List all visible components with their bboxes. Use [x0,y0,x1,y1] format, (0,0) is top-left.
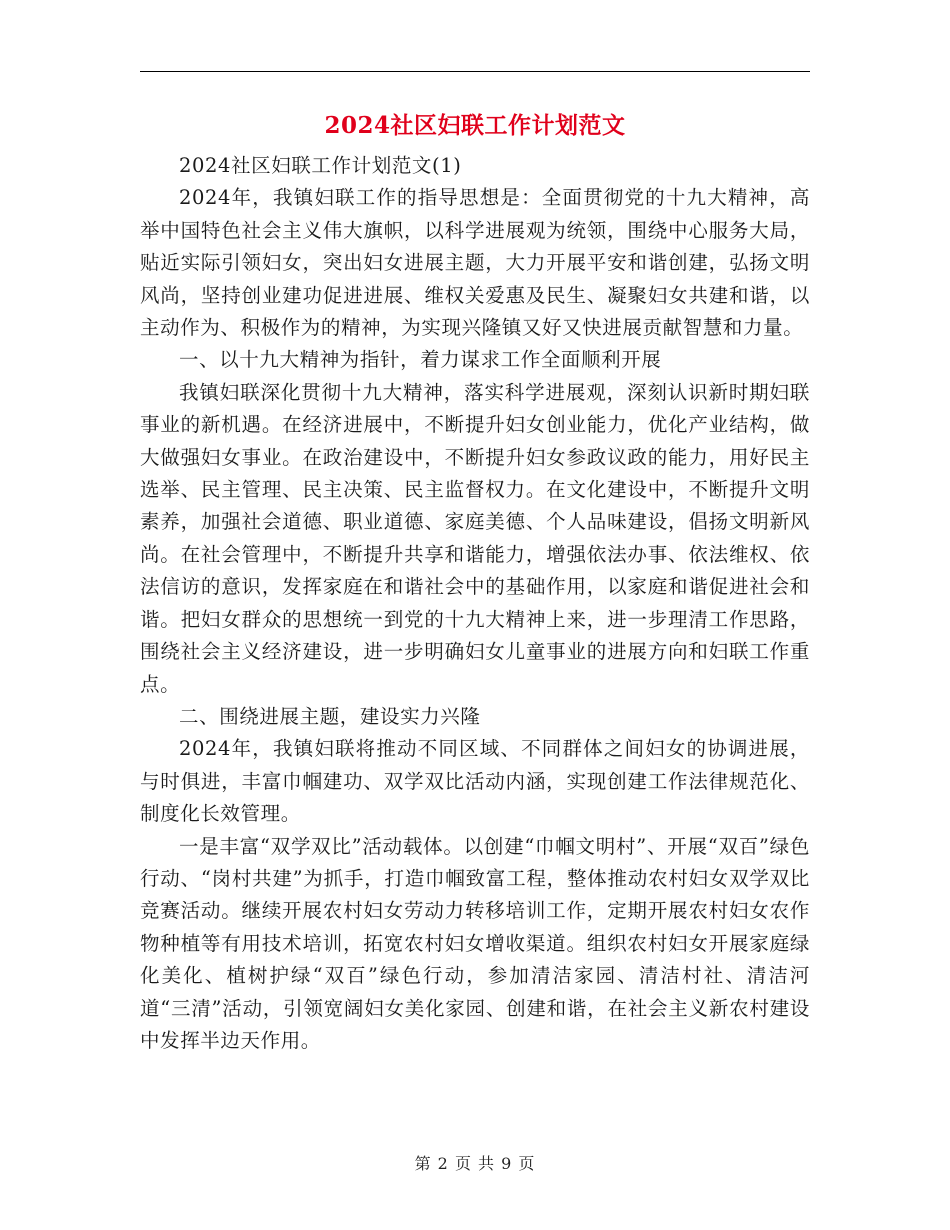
header-rule [140,71,810,72]
document-body [140,150,810,1057]
body-paragraph: 2024年，我镇妇联将推动不同区域、不同群体之间妇女的协调进展，与时俱进，丰富巾帼建功、双学双比活动内涵，实现创建工作法律规范化、制度化长效管理。 [140,737,810,826]
body-paragraph: 一是丰富“双学双比”活动载体。以创建“巾帼文明村”、开展“双百”绿色行动、“岗村共建”为抓手，打造巾帼致富工程，整体推动农村妇女双学双比竞赛活动。继续开展农村妇女劳动力转移培训工作，定期开展农村妇女农作物种植等有用技术培训，拓宽农村妇女增收渠道。组织农村妇女开展家庭绿化美化、植树护绿“双百”绿色行动，参加清洁家园、清洁村社、清洁河道“三清”活动，引领宽阔妇女美化家园、创建和谐，在社会主义新农村建设中发挥半边天作用。 [140,834,810,1052]
page-number: 第 2 页 共 9 页 [414,1154,536,1173]
section-heading: 一、以十九大精神为指针，着力谋求工作全面顺利开展 [179,348,662,372]
subtitle-paragraph: 2024社区妇联工作计划范文(1) [179,154,462,177]
page-footer [0,1151,950,1174]
section-heading: 二、围绕进展主题，建设实力兴隆 [179,704,481,728]
body-paragraph: 我镇妇联深化贯彻十九大精神，落实科学进展观，深刻认识新时期妇联事业的新机遇。在经济进展中，不断提升妇女创业能力，优化产业结构，做大做强妇女事业。在政治建设中，不断提升妇女参政议政的能力，用好民主选举、民主管理、民主决策、民主监督权力。在文化建设中，不断提升文明素养，加强社会道德、职业道德、家庭美德、个人品味建设，倡扬文明新风尚。在社会管理中，不断提升共享和谐能力，增强依法办事、依法维权、依法信访的意识，发挥家庭在和谐社会中的基础作用，以家庭和谐促进社会和谐。把妇女群众的思想统一到党的十九大精神上来，进一步理清工作思路，围绕社会主义经济建设，进一步明确妇女儿童事业的进展方向和妇联工作重点。 [140,380,810,696]
document-title: 2024社区妇联工作计划范文 [324,112,626,139]
body-paragraph: 2024年，我镇妇联工作的指导思想是：全面贯彻党的十九大精神，高举中国特色社会主义伟大旗帜，以科学进展观为统领，围绕中心服务大局，贴近实际引领妇女，突出妇女进展主题，大力开展平安和谐创建，弘扬文明风尚，坚持创业建功促进进展、维权关爱惠及民生、凝聚妇女共建和谐，以主动作为、积极作为的精神，为实现兴隆镇又好又快进展贡献智慧和力量。 [140,186,810,340]
